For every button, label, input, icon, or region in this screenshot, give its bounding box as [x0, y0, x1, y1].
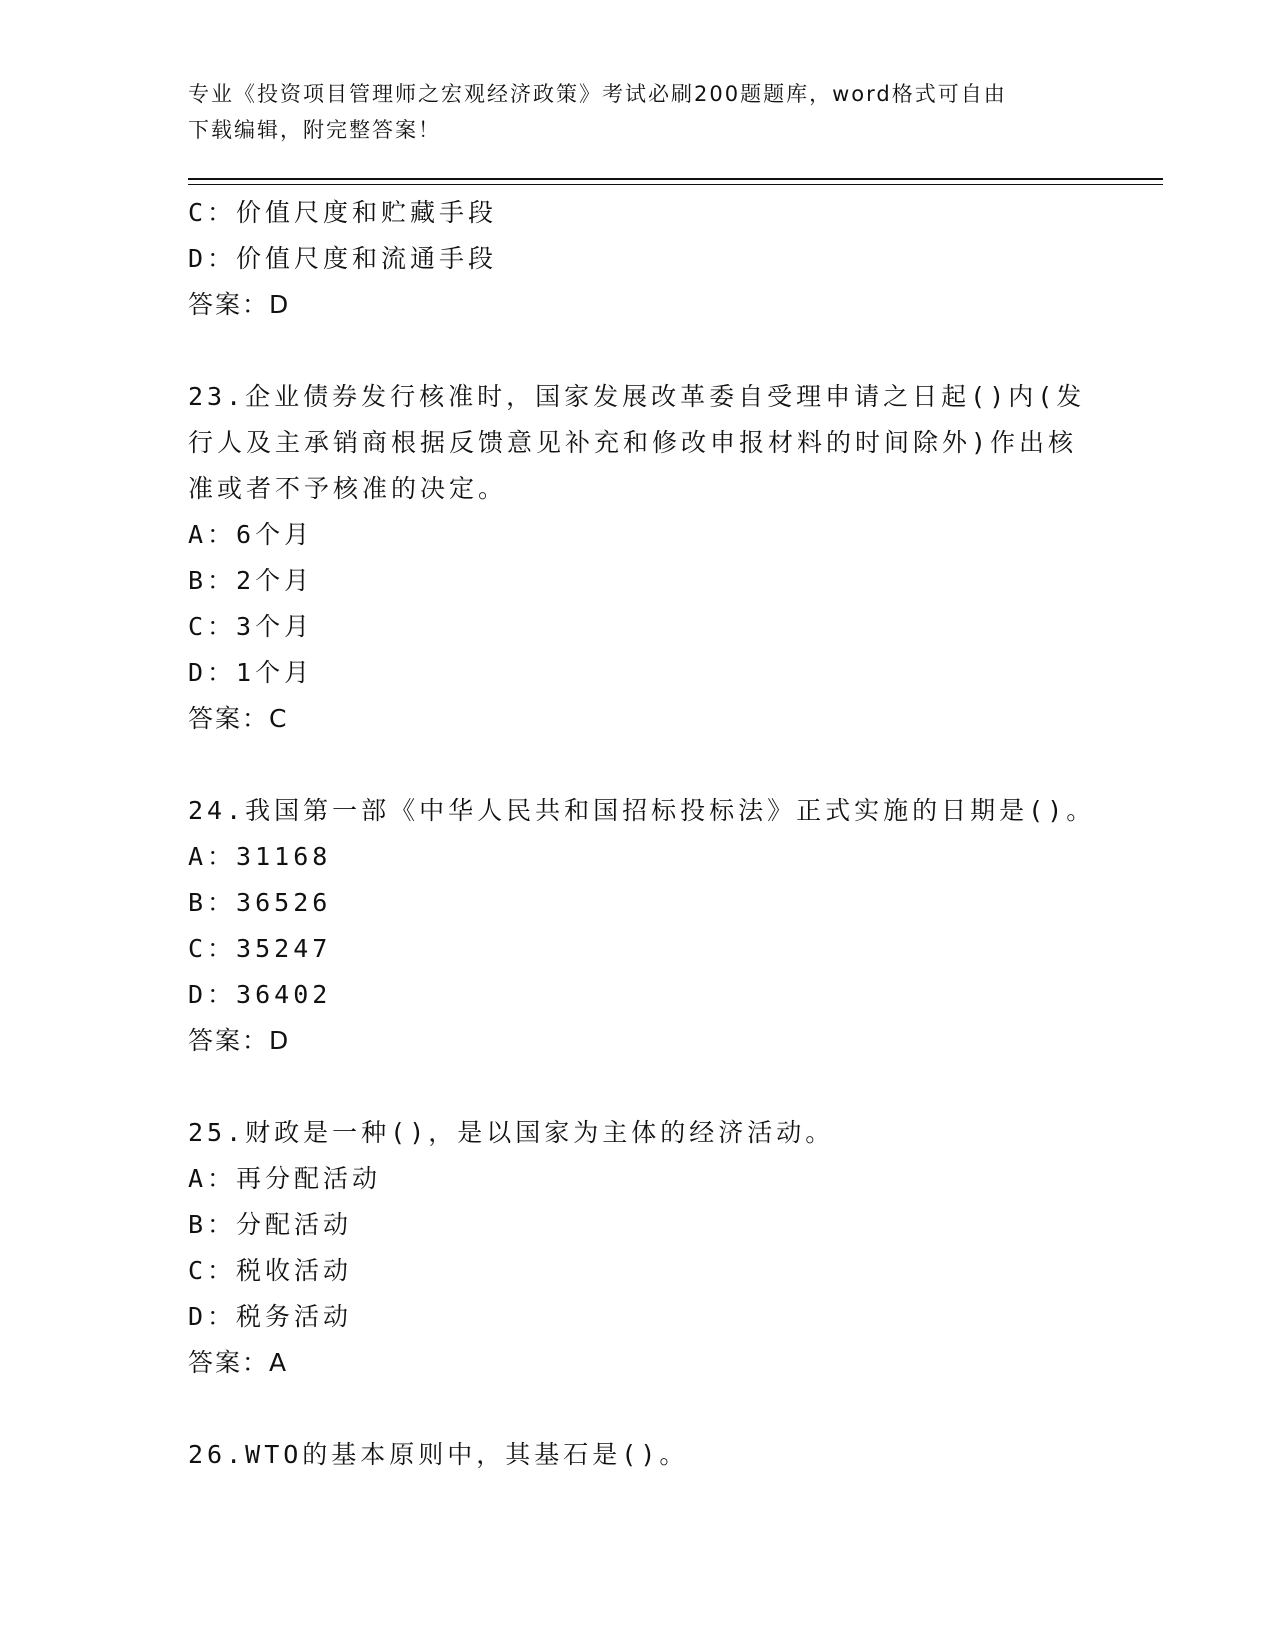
document-header	[188, 76, 1088, 148]
option-c: C：3个月	[188, 612, 314, 641]
option-b: B：36526	[188, 888, 332, 917]
answer: 答案：A	[188, 1348, 289, 1377]
option-d: D：36402	[188, 980, 332, 1009]
option-c: C：35247	[188, 934, 332, 963]
option-a: A：6个月	[188, 520, 314, 549]
header-rule-thin	[188, 184, 1163, 185]
answer: 答案：C	[188, 704, 289, 733]
option-b: B：分配活动	[188, 1210, 353, 1239]
spacer	[188, 1386, 1108, 1432]
question-stem: 行人及主承销商根据反馈意见补充和修改申报材料的时间除外)作出核	[188, 428, 1078, 457]
question-26	[188, 1432, 1108, 1478]
option-c: C：税收活动	[188, 1256, 353, 1285]
question-22-tail	[188, 190, 1108, 328]
answer: 答案：D	[188, 1026, 291, 1055]
question-24	[188, 788, 1108, 1064]
header-line-1: 专业《投资项目管理师之宏观经济政策》考试必刷200题题库，word格式可自由	[188, 82, 1007, 106]
answer: 答案：D	[188, 290, 291, 319]
header-line-2: 下载编辑，附完整答案！	[188, 118, 441, 142]
question-list	[188, 190, 1108, 1478]
option-d: D：价值尺度和流通手段	[188, 244, 498, 273]
spacer	[188, 328, 1108, 374]
header-rule-thick	[188, 178, 1163, 180]
question-stem: 24.我国第一部《中华人民共和国招标投标法》正式实施的日期是()。	[188, 796, 1096, 825]
question-23	[188, 374, 1108, 742]
spacer	[188, 742, 1108, 788]
spacer	[188, 1064, 1108, 1110]
option-b: B：2个月	[188, 566, 314, 595]
option-a: A：再分配活动	[188, 1164, 382, 1193]
question-stem: 23.企业债券发行核准时，国家发展改革委自受理申请之日起()内(发	[188, 382, 1086, 411]
question-stem: 准或者不予核准的决定。	[188, 474, 508, 503]
question-stem: 25.财政是一种()，是以国家为主体的经济活动。	[188, 1118, 835, 1147]
option-c: C：价值尺度和贮藏手段	[188, 198, 498, 227]
question-stem: 26.WTO的基本原则中，其基石是()。	[188, 1440, 689, 1469]
option-d: D：1个月	[188, 658, 314, 687]
question-25	[188, 1110, 1108, 1386]
option-a: A：31168	[188, 842, 332, 871]
option-d: D：税务活动	[188, 1302, 353, 1331]
